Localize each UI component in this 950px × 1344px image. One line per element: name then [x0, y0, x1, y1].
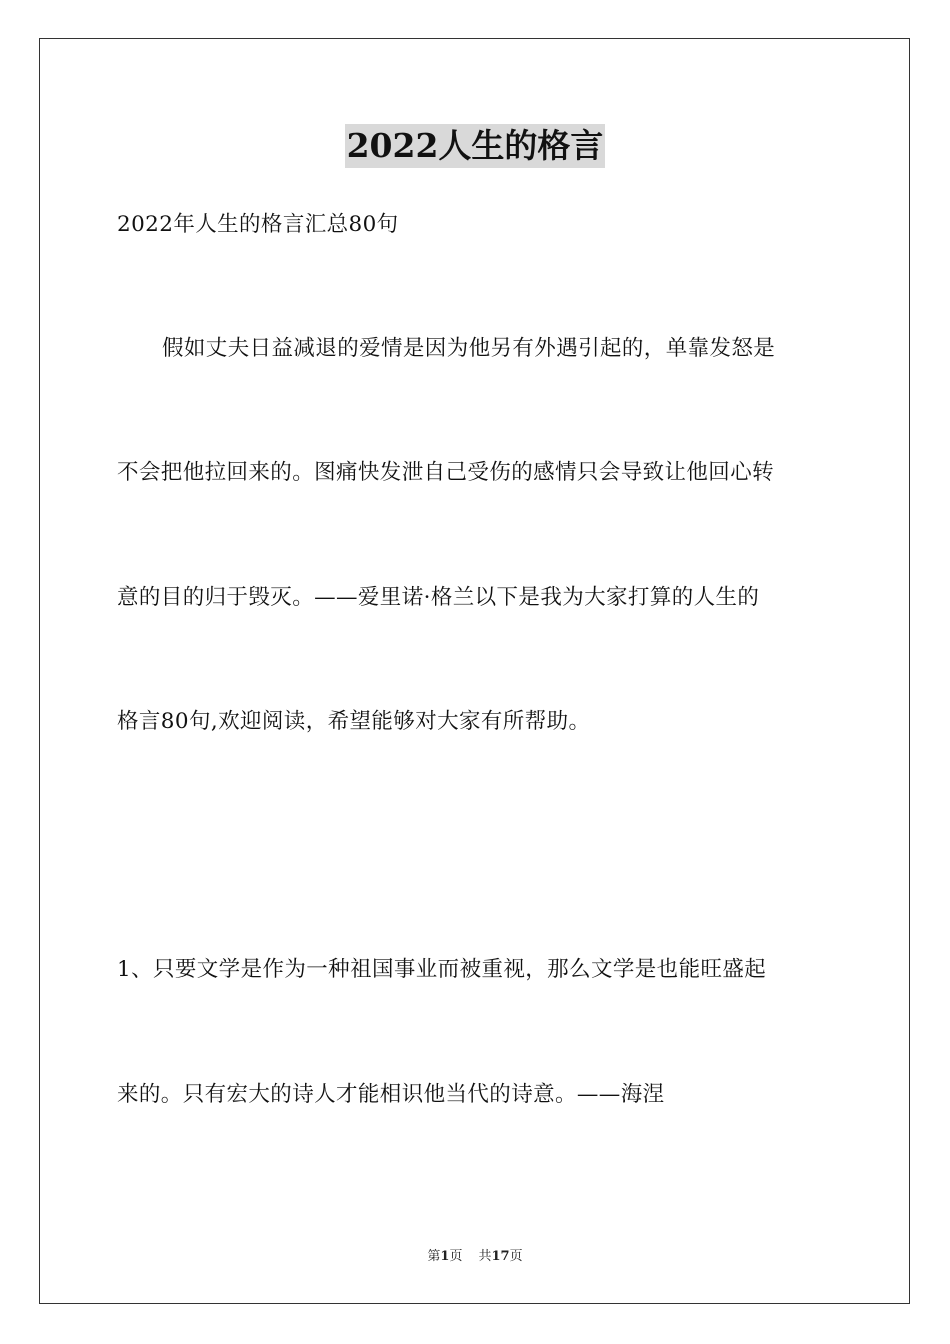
body-line-6: 来的。只有宏大的诗人才能相识他当代的诗意。——海涅 — [117, 1082, 665, 1107]
page-suffix: 页 — [449, 1249, 463, 1264]
title-container — [0, 124, 950, 168]
page-prefix: 第 — [427, 1249, 441, 1264]
body-line-3: 意的目的归于毁灭。——爱里诺·格兰以下是我为大家打算的人生的 — [117, 585, 760, 610]
document-title: 2022人生的格言 — [345, 124, 606, 168]
page-footer — [0, 1248, 950, 1266]
document-subtitle: 2022年人生的格言汇总80句 — [117, 212, 399, 237]
total-suffix: 页 — [509, 1249, 523, 1264]
page-total: 17 — [491, 1249, 510, 1264]
body-line-5: 1、只要文学是作为一种祖国事业而被重视，那么文学是也能旺盛起 — [117, 957, 767, 982]
body-line-1: 假如丈夫日益减退的爱情是因为他另有外遇引起的，单靠发怒是 — [162, 336, 776, 361]
body-line-4: 格言80句,欢迎阅读，希望能够对大家有所帮助。 — [117, 709, 591, 734]
page-current: 1 — [440, 1249, 450, 1264]
total-prefix: 共 — [478, 1249, 492, 1264]
body-line-2: 不会把他拉回来的。图痛快发泄自己受伤的感情只会导致让他回心转 — [117, 460, 775, 485]
